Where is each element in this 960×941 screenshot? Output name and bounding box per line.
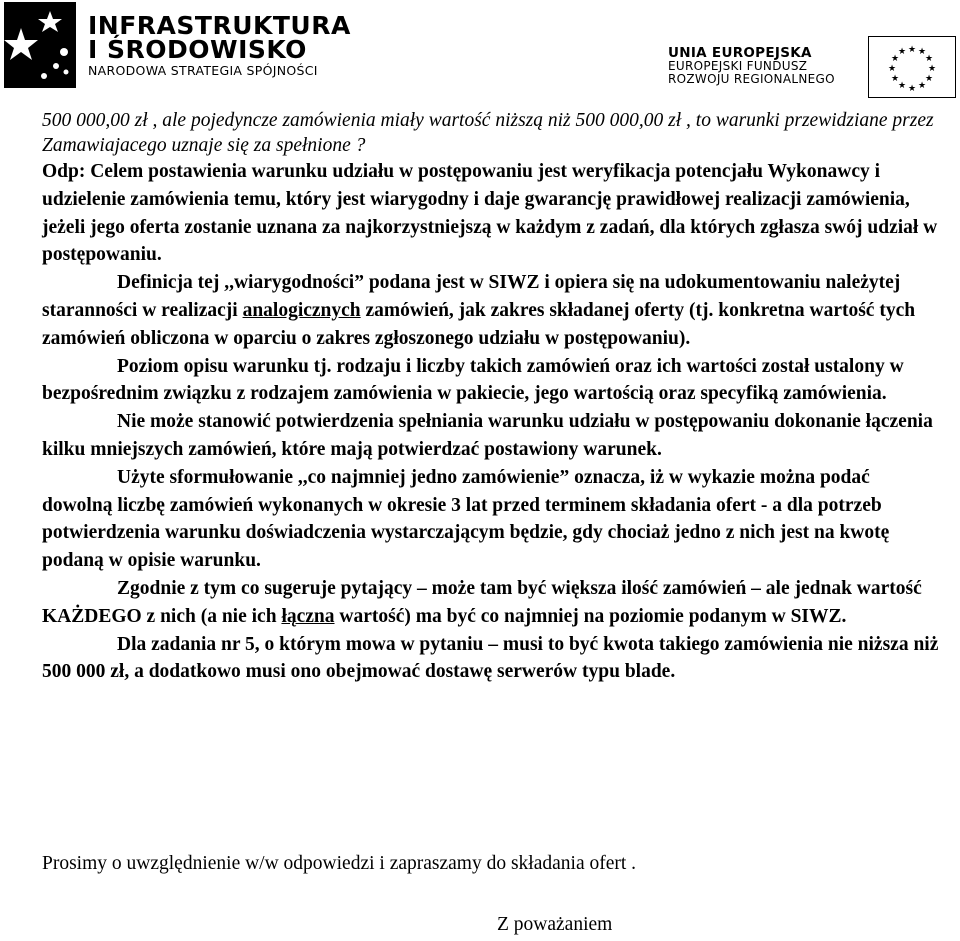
svg-text:★: ★ [927,64,937,74]
svg-text:★: ★ [917,47,927,57]
svg-text:★: ★ [924,54,934,64]
brand-line-1: INFRASTRUKTURA [88,11,351,40]
svg-text:★: ★ [887,64,897,74]
intro-paragraph: 500 000,00 zł , ale pojedyncze zamówienia miały wartość niższą niż 500 000,00 zł , to warunki przewidziane przez Zamawiajacego uznaje się za spełnione ? [42,110,934,156]
svg-text:★: ★ [907,84,917,94]
brand-text [88,11,351,80]
eu-line-1: UNIA EUROPEJSKA [668,45,812,61]
definition-underlined-word: analogicznych [242,299,361,321]
closing-line: Prosimy o uwzględnienie w/w odpowiedzi i zapraszamy do składania ofert . [42,853,637,874]
definition-paragraph [42,269,942,352]
answer-paragraph: Odp: Celem postawienia warunku udziału w postępowaniu jest weryfikacja potencjału Wykonawcy i udzielenie zamówienia temu, który jest wiarygodny i daje gwarancję prawidłowej realizacji zamówienia, jeżeli jego oferta zostanie uznana za najkorzystniejszą w każdym z zadań, dla których zgłasza swój udział w postępowaniu. [42,161,938,266]
wording-paragraph: Użyte sformułowanie ,,co najmniej jedno zamówienie” oznacza, iż w wykazie można podać dowolną liczbę zamówień wykonanych w okresie 3 lat przed terminem składania ofert - a dla potrzeb potwierdzenia warunku doświadczenia wystarczającym będzie, gdy chociaż jedno z nich jest na kwotę podaną w opisie warunku. [42,466,890,572]
task-five-paragraph: Dla zadania nr 5, o którym mowa w pytaniu – musi to być kwota takiego zamówienia nie niższa niż 500 000 zł, a dodatkowo musi ono obejmować dostawę serwerów typu blade. [42,633,939,683]
svg-text:★: ★ [890,54,900,64]
eu-line-3: ROZWOJU REGIONALNEGO [668,72,835,86]
accordance-text-a: Zgodnie z tym co sugeruje pytający – może tam być większa ilość zamówień – ale jednak wartość KAŻDEGO z nich (a nie ich [42,577,922,627]
svg-text:★: ★ [897,47,907,57]
svg-text:★: ★ [890,74,900,84]
accordance-paragraph [42,575,942,631]
brand-line-3: NARODOWA STRATEGIA SPÓJNOŚCI [88,63,318,78]
svg-text:★: ★ [924,74,934,84]
brand-line-2: I ŚRODOWISKO [88,35,307,64]
svg-text:★: ★ [897,81,907,91]
signoff-line: Z poważaniem [497,914,613,935]
level-paragraph: Poziom opisu warunku tj. rodzaju i liczby takich zamówień oraz ich wartości został ustalony w bezpośrednim związku z rodzajem zamówienia w pakiecie, jego wartością oraz specyfiką zamówienia. [42,355,904,405]
document-body [42,108,942,686]
accordance-text-b: wartość) ma być co najmniej na poziomie podanym w SIWZ. [334,605,847,627]
infrastruktura-logo [4,2,354,88]
combining-paragraph: Nie może stanowić potwierdzenia spełniania warunku udziału w postępowaniu dokonanie łączenia kilku mniejszych zamówień, które mają potwierdzać postawiony warunek. [42,411,933,460]
eu-line-2: EUROPEJSKI FUNDUSZ [668,59,808,73]
definition-text-a: Definicja tej ,,wiarygodności” podana jest w SIWZ i opiera się na udokumentowaniu należytej staranności w realizacji [42,272,901,321]
eu-text-block [668,46,835,86]
svg-text:★: ★ [917,81,927,91]
accordance-underlined-word: łączna [281,605,335,627]
logo-star-mark-icon [4,2,76,88]
definition-text-b: zamówień, jak zakres składanej oferty (tj. konkretna wartość tych zamówień obliczona w oparciu o zakres zgłoszonego udziału w postępowaniu). [42,299,916,349]
eu-flag-icon [868,36,956,98]
page-header [0,0,960,100]
svg-text:★: ★ [907,45,917,55]
